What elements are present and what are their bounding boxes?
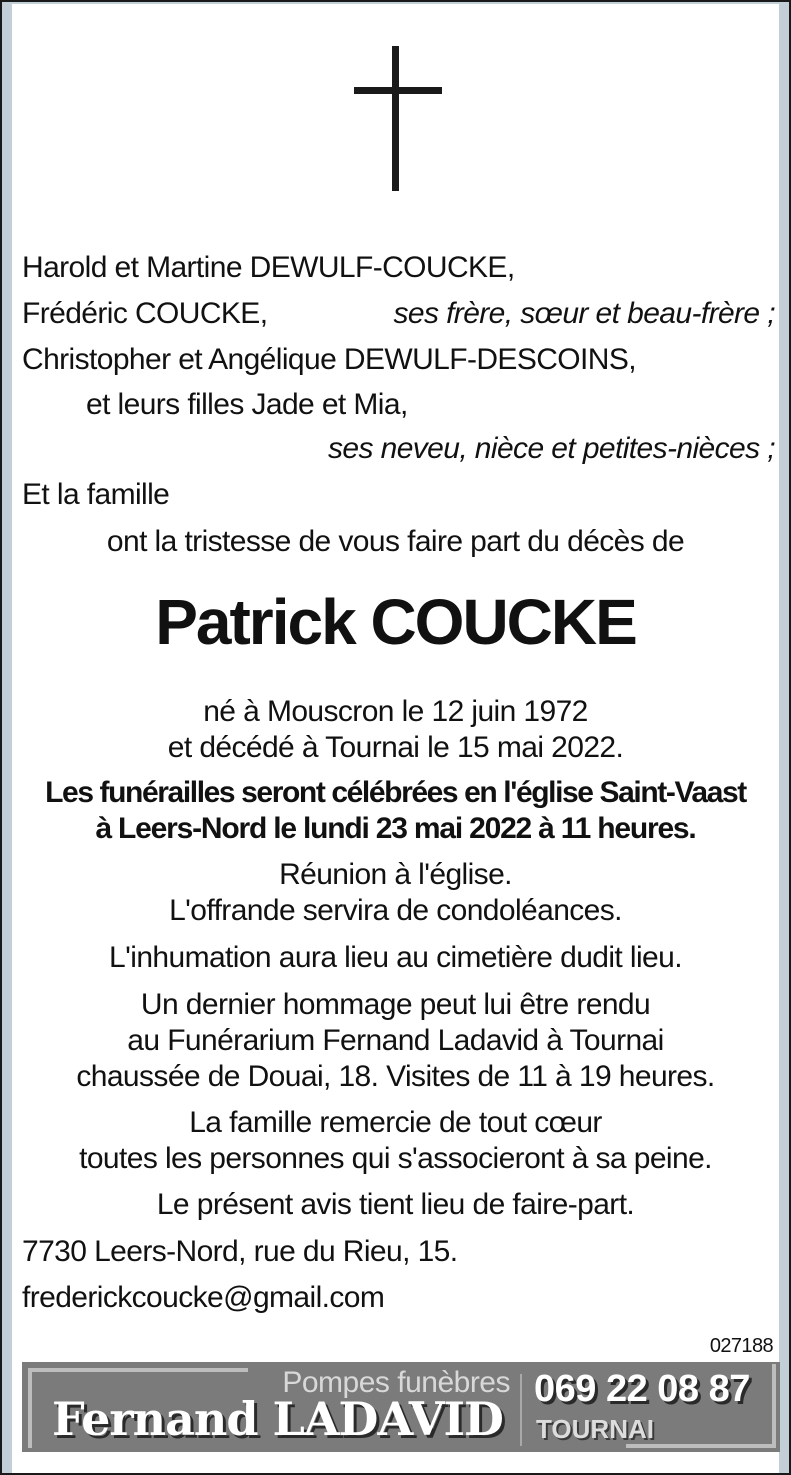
banner-decoration [772, 1364, 776, 1448]
family-line-4: et leurs filles Jade et Mia, [86, 388, 408, 421]
tribute-line-2: au Funérarium Fernand Ladavid à Tournai [127, 1024, 664, 1057]
thanks-line-1: La famille remercie de tout cœur [189, 1106, 602, 1139]
tribute-line-3: chaussée de Douai, 18. Visites de 11 à 19 heures. [76, 1060, 715, 1093]
deceased-name: Patrick COUCKE [155, 586, 636, 658]
cross-icon [354, 46, 442, 191]
funeral-line-1: Les funérailles seront célébrées en l'église Saint-Vaast [45, 776, 746, 809]
banner-phone: 069 22 08 87 [534, 1368, 750, 1410]
thanks-line-2: toutes les personnes qui s'associeront à sa peine. [79, 1142, 712, 1175]
banner-decoration [28, 1368, 248, 1372]
banner-decoration [28, 1368, 32, 1448]
family-line-2: Frédéric COUCKE, [22, 297, 268, 330]
death-info: et décédé à Tournai le 15 mai 2022. [167, 731, 624, 764]
birth-info: né à Mouscron le 12 juin 1972 [203, 695, 588, 728]
funeral-home-banner [22, 1362, 780, 1452]
family-line-3: Christopher et Angélique DEWULF-DESCOINS, [22, 343, 636, 376]
obituary-notice [12, 4, 779, 1473]
tribute-line-1: Un dernier hommage peut lui être rendu [140, 988, 651, 1021]
meeting-info: Réunion à l'église. [279, 858, 512, 891]
announcement: ont la tristesse de vous faire part du décès de [106, 525, 685, 558]
address: 7730 Leers-Nord, rue du Rieu, 15. [22, 1235, 458, 1268]
family-line-6: Et la famille [22, 478, 170, 511]
offering-info: L'offrande servira de condoléances. [169, 894, 622, 927]
relation-siblings: ses frère, sœur et beau-frère ; [393, 297, 775, 330]
banner-subtitle: Pompes funèbres [282, 1366, 510, 1399]
family-line-1: Harold et Martine DEWULF-COUCKE, [22, 251, 515, 284]
funeral-line-2: à Leers-Nord le lundi 23 mai 2022 à 11 heures. [95, 812, 696, 845]
email: frederickcoucke@gmail.com [22, 1281, 385, 1314]
banner-city: TOURNAI [536, 1414, 654, 1444]
reference-number: 027188 [709, 1335, 773, 1357]
banner-divider [520, 1374, 522, 1446]
burial-info: L'inhumation aura lieu au cimetière dudit lieu. [109, 941, 682, 974]
banner-company: Fernand LADAVID [52, 1392, 503, 1446]
notice-statement: Le présent avis tient lieu de faire-part. [156, 1188, 635, 1221]
relation-nephews: ses neveu, nièce et petites-nièces ; [327, 432, 775, 465]
